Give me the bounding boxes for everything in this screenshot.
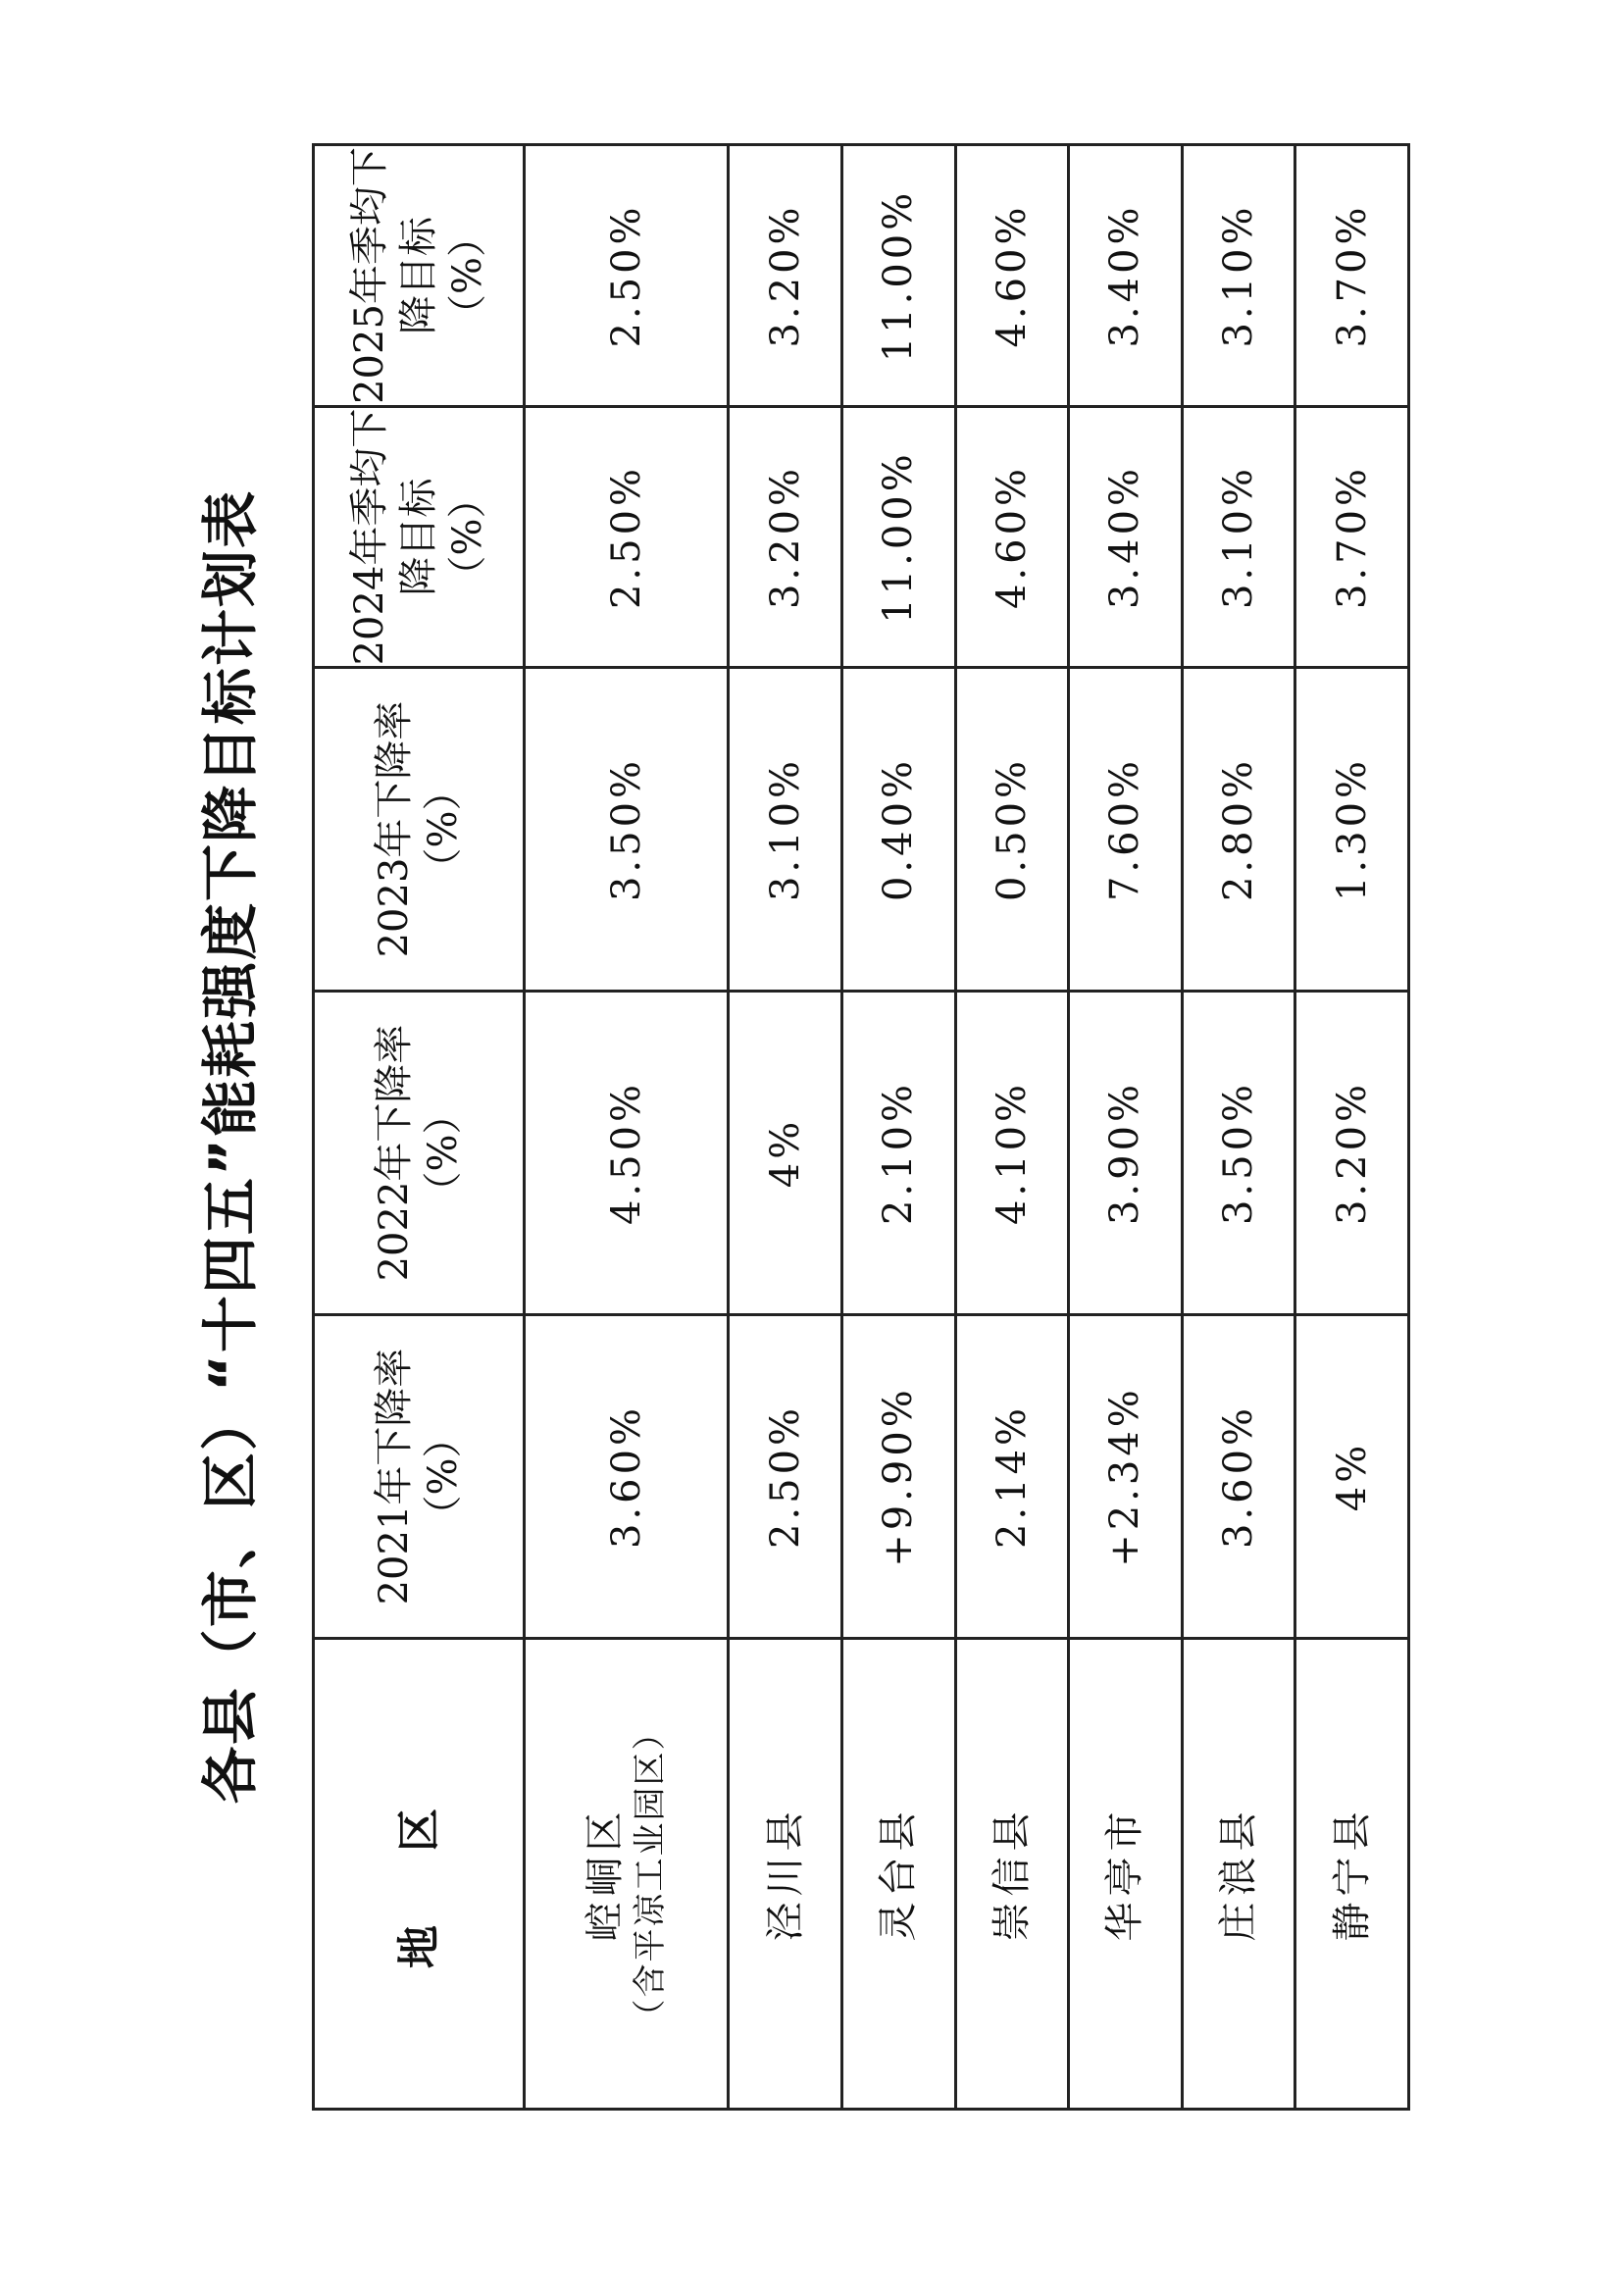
value-2024: 3.20% <box>729 407 842 668</box>
value-2024: 3.40% <box>1069 407 1183 668</box>
value-2025: 3.10% <box>1182 145 1295 407</box>
value-2022: 3.20% <box>1295 992 1409 1315</box>
region-cell: 崇信县 <box>955 1639 1069 2110</box>
region-cell: 庄浪县 <box>1182 1639 1295 2110</box>
value-2024: 4.60% <box>955 407 1069 668</box>
value-2024: 3.10% <box>1182 407 1295 668</box>
header-2025: 2025年季均下降目标 （%） <box>314 145 525 407</box>
region-cell: 泾川县 <box>729 1639 842 2110</box>
region-cell: 灵台县 <box>841 1639 955 2110</box>
value-2022: 3.90% <box>1069 992 1183 1315</box>
value-2022: 4% <box>729 992 842 1315</box>
table-row <box>1295 145 1409 2110</box>
region-cell: 静宁县 <box>1295 1639 1409 2110</box>
region-cell: 崆峒区 （含平凉工业园区） <box>525 1639 729 2110</box>
value-2021: 3.60% <box>525 1315 729 1639</box>
value-2022: 4.50% <box>525 992 729 1315</box>
table-row <box>525 145 729 2110</box>
value-2025: 11.00% <box>841 145 955 407</box>
value-2024: 3.70% <box>1295 407 1409 668</box>
value-2021: 2.14% <box>955 1315 1069 1639</box>
table-row <box>1182 145 1295 2110</box>
header-row <box>314 145 525 2110</box>
table-row <box>1069 145 1183 2110</box>
value-2025: 4.60% <box>955 145 1069 407</box>
header-2022: 2022年下降率 （%） <box>314 992 525 1315</box>
value-2023: 7.60% <box>1069 668 1183 992</box>
value-2023: 3.10% <box>729 668 842 992</box>
value-2025: 3.40% <box>1069 145 1183 407</box>
value-2023: 1.30% <box>1295 668 1409 992</box>
value-2025: 3.70% <box>1295 145 1409 407</box>
region-cell: 华亭市 <box>1069 1639 1183 2110</box>
header-2021: 2021年下降率 （%） <box>314 1315 525 1639</box>
page-title: 各县（市、区）“十四五”能耗强度下降目标计划表 <box>197 488 264 1805</box>
value-2021: +2.34% <box>1069 1315 1183 1639</box>
header-region: 地 区 <box>314 1639 525 2110</box>
table-row <box>841 145 955 2110</box>
value-2023: 3.50% <box>525 668 729 992</box>
table-row <box>955 145 1069 2110</box>
value-2022: 2.10% <box>841 992 955 1315</box>
header-2023: 2023年下降率 （%） <box>314 668 525 992</box>
value-2022: 3.50% <box>1182 992 1295 1315</box>
value-2023: 2.80% <box>1182 668 1295 992</box>
value-2021: 4% <box>1295 1315 1409 1639</box>
value-2021: +9.90% <box>841 1315 955 1639</box>
value-2025: 2.50% <box>525 145 729 407</box>
table-row <box>729 145 842 2110</box>
value-2021: 3.60% <box>1182 1315 1295 1639</box>
value-2024: 11.00% <box>841 407 955 668</box>
header-2024: 2024年季均下降目标 （%） <box>314 407 525 668</box>
value-2021: 2.50% <box>729 1315 842 1639</box>
value-2022: 4.10% <box>955 992 1069 1315</box>
value-2025: 3.20% <box>729 145 842 407</box>
value-2023: 0.40% <box>841 668 955 992</box>
value-2024: 2.50% <box>525 407 729 668</box>
energy-intensity-table <box>312 143 1410 2111</box>
value-2023: 0.50% <box>955 668 1069 992</box>
